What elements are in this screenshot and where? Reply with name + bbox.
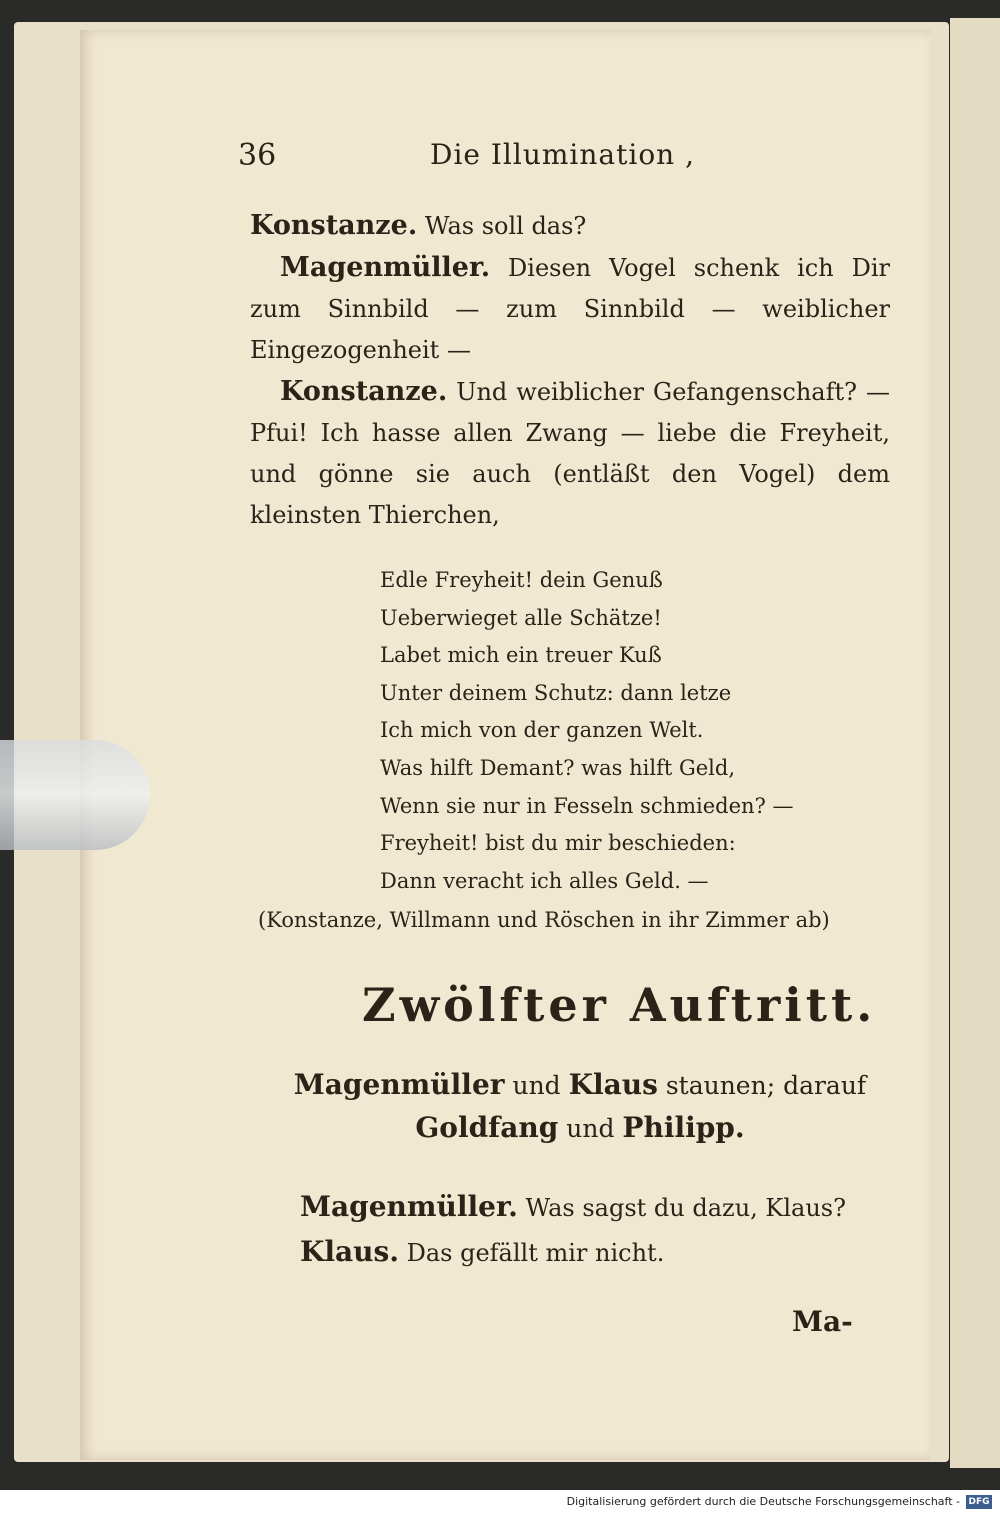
verse-line: Labet mich ein treuer Kuß: [380, 643, 662, 668]
song-verse: [380, 562, 794, 900]
catchword: Ma-: [792, 1305, 853, 1338]
verse-line: Wenn sie nur in Fesseln schmieden? —: [380, 793, 794, 818]
speech-text: Was sagst du dazu, Klaus?: [517, 1194, 846, 1222]
dialogue-block: [300, 1185, 900, 1275]
speech-text: Diesen Vogel schenk ich Dir zum Sinnbild — zum Sinnbild — weiblicher Eingezogenheit —: [250, 254, 890, 364]
running-title: Die Illumination ,: [430, 138, 696, 171]
dialogue-line: [300, 1230, 900, 1275]
stage-direction: (Konstanze, Willmann und Röschen in ihr Zimmer ab): [258, 908, 830, 932]
page-clip: [0, 740, 150, 850]
speech-text: Was soll das?: [417, 212, 587, 240]
scene-cast: [280, 1064, 880, 1150]
paragraph-magenmueller: [250, 247, 890, 371]
verse-line: Was hilft Demant? was hilft Geld,: [380, 755, 736, 780]
verse-line: Edle Freyheit! dein Genuß: [380, 568, 663, 592]
cast-connector: und: [558, 1114, 623, 1143]
speech-text: Das gefällt mir nicht.: [398, 1239, 665, 1267]
verse-line: Dann veracht ich alles Geld. —: [380, 868, 709, 893]
verse-line: Ueberwieget alle Schätze!: [380, 605, 662, 630]
speaker-name: Magenmüller.: [300, 1190, 518, 1223]
cast-name: Magenmüller: [293, 1068, 505, 1101]
cast-name: Klaus: [568, 1068, 658, 1101]
speaker-name: Konstanze.: [250, 210, 418, 241]
adjacent-page-edge: [950, 18, 1000, 1468]
verse-line: Unter deinem Schutz: dann letze: [380, 680, 732, 705]
speaker-name: Magenmüller.: [280, 252, 491, 283]
dfg-logo: DFG: [966, 1495, 992, 1509]
verse-line: Ich mich von der ganzen Welt.: [380, 718, 704, 743]
speaker-name: Konstanze.: [280, 376, 448, 407]
dialogue-line: [300, 1185, 900, 1230]
prose-block: [250, 205, 890, 536]
digitization-credit: Digitalisierung gefördert durch die Deutsche Forschungsgemeinschaft -: [566, 1495, 960, 1508]
cast-name: Goldfang: [415, 1111, 559, 1144]
speaker-name: Klaus.: [300, 1235, 399, 1268]
cast-connector: und: [504, 1071, 569, 1100]
verse-line: Freyheit! bist du mir beschieden:: [380, 831, 736, 856]
paragraph-konstanze-2: [250, 371, 890, 536]
cast-name: Philipp.: [622, 1111, 745, 1144]
cast-action: staunen; darauf: [657, 1071, 867, 1100]
page-number: 36: [238, 138, 277, 173]
scene-heading: Zwölfter Auftritt.: [362, 978, 877, 1032]
speech-text: Und weiblicher Gefangenschaft? — Pfui! Ich hasse allen Zwang — liebe die Freyheit, und gönne sie auch (entläßt den Vogel) dem kleinsten Thierchen,: [250, 378, 890, 529]
paragraph-konstanze-1: [250, 205, 890, 247]
